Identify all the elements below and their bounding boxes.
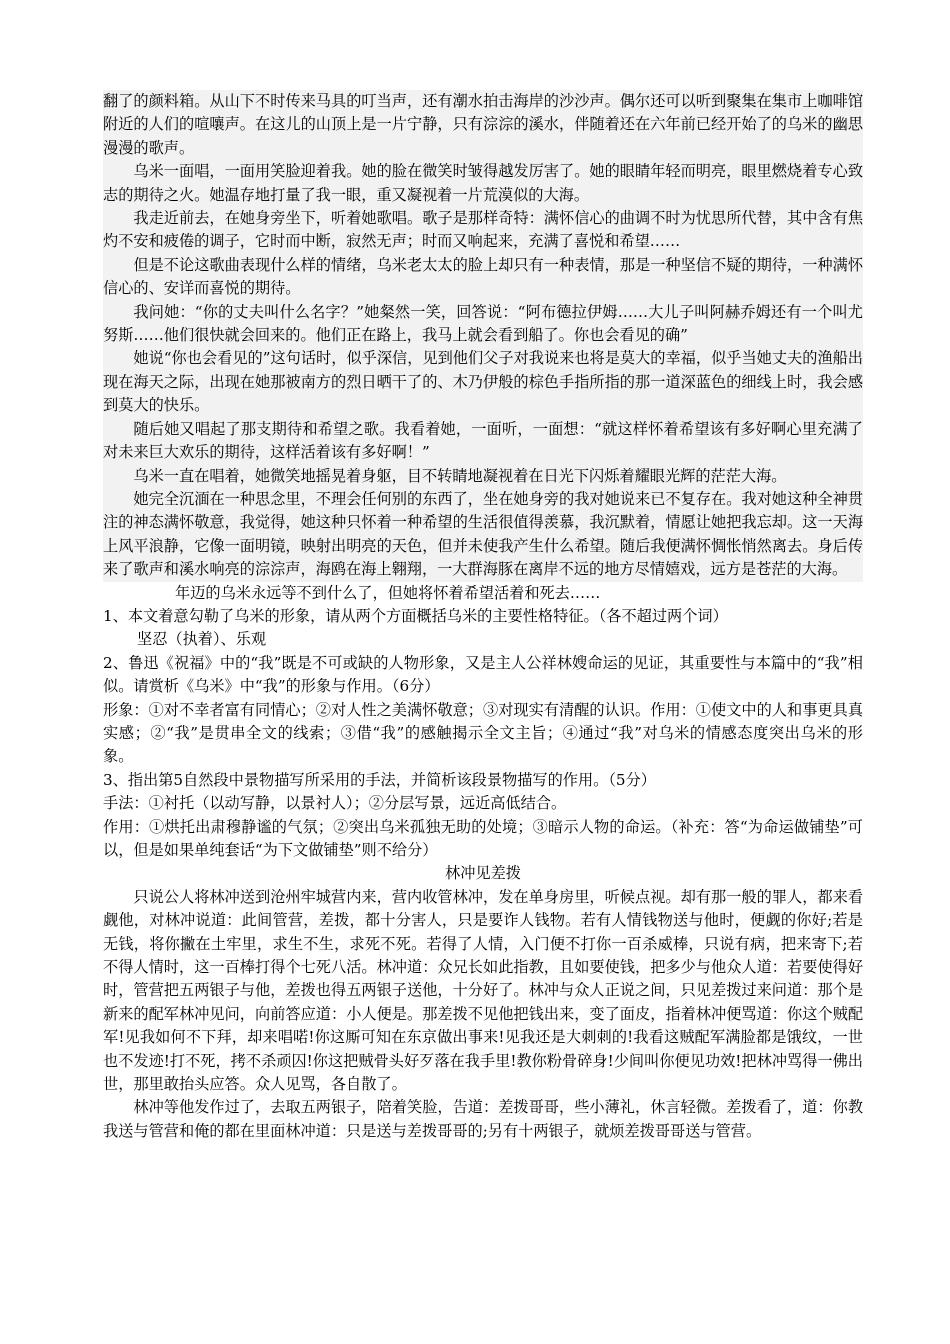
story-paragraph-7: 随后她又唱起了那支期待和希望之歌。我看着她，一面听，一面想：“就这样怀着希望该有多好啊心里充满了对未来巨大欢乐的期待，这样活着该有多好啊！” [103, 419, 863, 462]
story-paragraph-5: 我问她：“你的丈夫叫什么名字？”她粲然一笑，回答说：“阿布德拉伊姆……大儿子叫阿赫乔姆还有一个叫尤努斯……他们很快就会回来的。他们正在路上，我马上就会看到船了。你也会看见的确” [103, 302, 863, 345]
question-2: 2、鲁迅《祝福》中的“我”既是不可或缺的人物形象，又是主人公祥林嫂命运的见证，其重要性与本篇中的“我”相似。请赏析《乌米》中“我”的形象与作用。（6分） [103, 653, 863, 696]
answer-2: 形象：①对不幸者富有同情心；②对人性之美满怀敬意；③对现实有清醒的认识。作用：①使文中的人和事更具真实感；②“我”是贯串全文的线索；③借“我”的感触揭示全文主旨；④通过“我”对乌米的情感态度突出乌米的形象。 [103, 700, 863, 766]
question-3: 3、指出第5自然段中景物描写所采用的手法，并简析该段景物描写的作用。（5分） [103, 770, 656, 789]
story-paragraph-8: 乌米一直在唱着，她微笑地摇晃着身躯，目不转睛地凝视着在日光下闪烁着耀眼光辉的茫茫大海。 [133, 466, 787, 485]
story-paragraph-4: 但是不论这歌曲表现什么样的情绪，乌米老太太的脸上却只有一种表情，那是一种坚信不疑的期待，一种满怀信心的、安详而喜悦的期待。 [103, 255, 863, 298]
story-paragraph-6: 她说“你也会看见的”这句话时，似乎深信，见到他们父子对我说来也将是莫大的幸福，似乎当她丈夫的渔船出现在海天之际，出现在她那被南方的烈日晒干了的、木乃伊般的棕色手指所指的那一道深蓝色的细线上时，我会感到莫大的快乐。 [103, 349, 863, 415]
second-text-paragraph-1: 只说公人将林冲送到沧州牢城营内来，营内收管林冲，发在单身房里，听候点视。却有那一般的罪人，都来看觑他，对林冲说道：此间管营，差拨，都十分害人，只是要诈人钱物。若有人情钱物送与他时，便觑的你好;若是无钱，将你撇在土牢里，求生不生，求死不死。若得了人情，入门便不打你一百杀威棒，只说有病，把来寄下;若不得人情时，这一百棒打得个七死八活。林冲道：众兄长如此指教，且如要使钱，把多少与他众人道：若要使得好时，管营把五两银子与他，差拨也得五两银子送他，十分好了。林冲与众人正说之间，只见差拨过来问道：那个是新来的配军林冲见问，向前答应道：小人便是。那差拨不见他把钱出来，变了面皮，指着林冲便骂道：你这个贼配军!见我如何不下拜，却来唱喏!你这厮可知在东京做出事来!见我还是大刺刺的!我看这贼配军满脸都是饿纹，一世也不发迹!打不死，拷不杀顽囚!你这把贼骨头好歹落在我手里!教你粉骨碎身!少间叫你便见功效!把林冲骂得一佛出世，那里敢抬头应答。众人见骂，各自散了。 [103, 887, 863, 1094]
story-paragraph-3: 我走近前去，在她身旁坐下，听着她歌唱。歌子是那样奇特：满怀信心的曲调不时为忧思所代替，其中含有焦灼不安和疲倦的调子，它时而中断，寂然无声；时而又响起来，充满了喜悦和希望…… [103, 209, 863, 251]
closing-line: 年迈的乌米永远等不到什么了，但她将怀着希望活着和死去…… [175, 583, 601, 602]
answer-3-effect: 作用：①烘托出肃穆静谧的气氛；②突出乌米孤独无助的处境；③暗示人物的命运。（补充：答“为命运做铺垫”可以，但是如果单纯套话“为下文做铺垫”则不给分） [103, 817, 863, 859]
story-paragraph-1: 翻了的颜料箱。从山下不时传来马具的叮当声，还有潮水拍击海岸的沙沙声。偶尔还可以听到聚集在集市上咖啡馆附近的人们的喧嚷声。在这儿的山顶上是一片宁静，只有淙淙的溪水，伴随着还在六年前已经开始了的乌米的幽思漫漫的歌声。 [103, 92, 863, 157]
question-1: 1、本文着意勾勒了乌米的形象，请从两个方面概括乌米的主要性格特征。（各不超过两个词） [103, 606, 728, 625]
answer-1: 坚忍（执着）、乐观 [137, 630, 267, 649]
second-text-paragraph-2: 林冲等他发作过了，去取五两银子，陪着笑脸，告道：差拨哥哥，些小薄礼，休言轻微。差拨看了，道：你教我送与管营和俺的都在里面林冲道：只是送与差拨哥哥的;另有十两银子，就烦差拨哥哥送与管营。 [103, 1098, 863, 1140]
answer-3-method: 手法：①衬托（以动写静，以景衬人）；②分层写景，远近高低结合。 [103, 794, 567, 813]
story-paragraph-9: 她完全沉湎在一种思念里，不理会任何别的东西了，坐在她身旁的我对她说来已不复存在。我对她这种全神贯注的神态满怀敬意，我觉得，她这种只怀着一种希望的生活很值得羡慕，我沉默着，情愿让她把我忘却。这一天海上风平浪静，它像一面明镜，映射出明亮的天色，但并未使我产生什么希望。随后我便满怀惆怅悄然离去。身后传来了歌声和溪水响亮的淙淙声，海鸥在海上翱翔，一大群海豚在离岸不远的地方尽情嬉戏，远方是苍茫的大海。 [103, 489, 863, 579]
story-paragraph-2: 乌米一面唱，一面用笑脸迎着我。她的脸在微笑时皱得越发厉害了。她的眼睛年轻而明亮，眼里燃烧着专心致志的期待之火。她温存地打量了我一眼，重又凝视着一片荒漠似的大海。 [103, 162, 863, 204]
document-page [103, 90, 863, 1143]
section-title: 林冲见差拨 [445, 864, 521, 883]
story-excerpt [103, 90, 863, 582]
